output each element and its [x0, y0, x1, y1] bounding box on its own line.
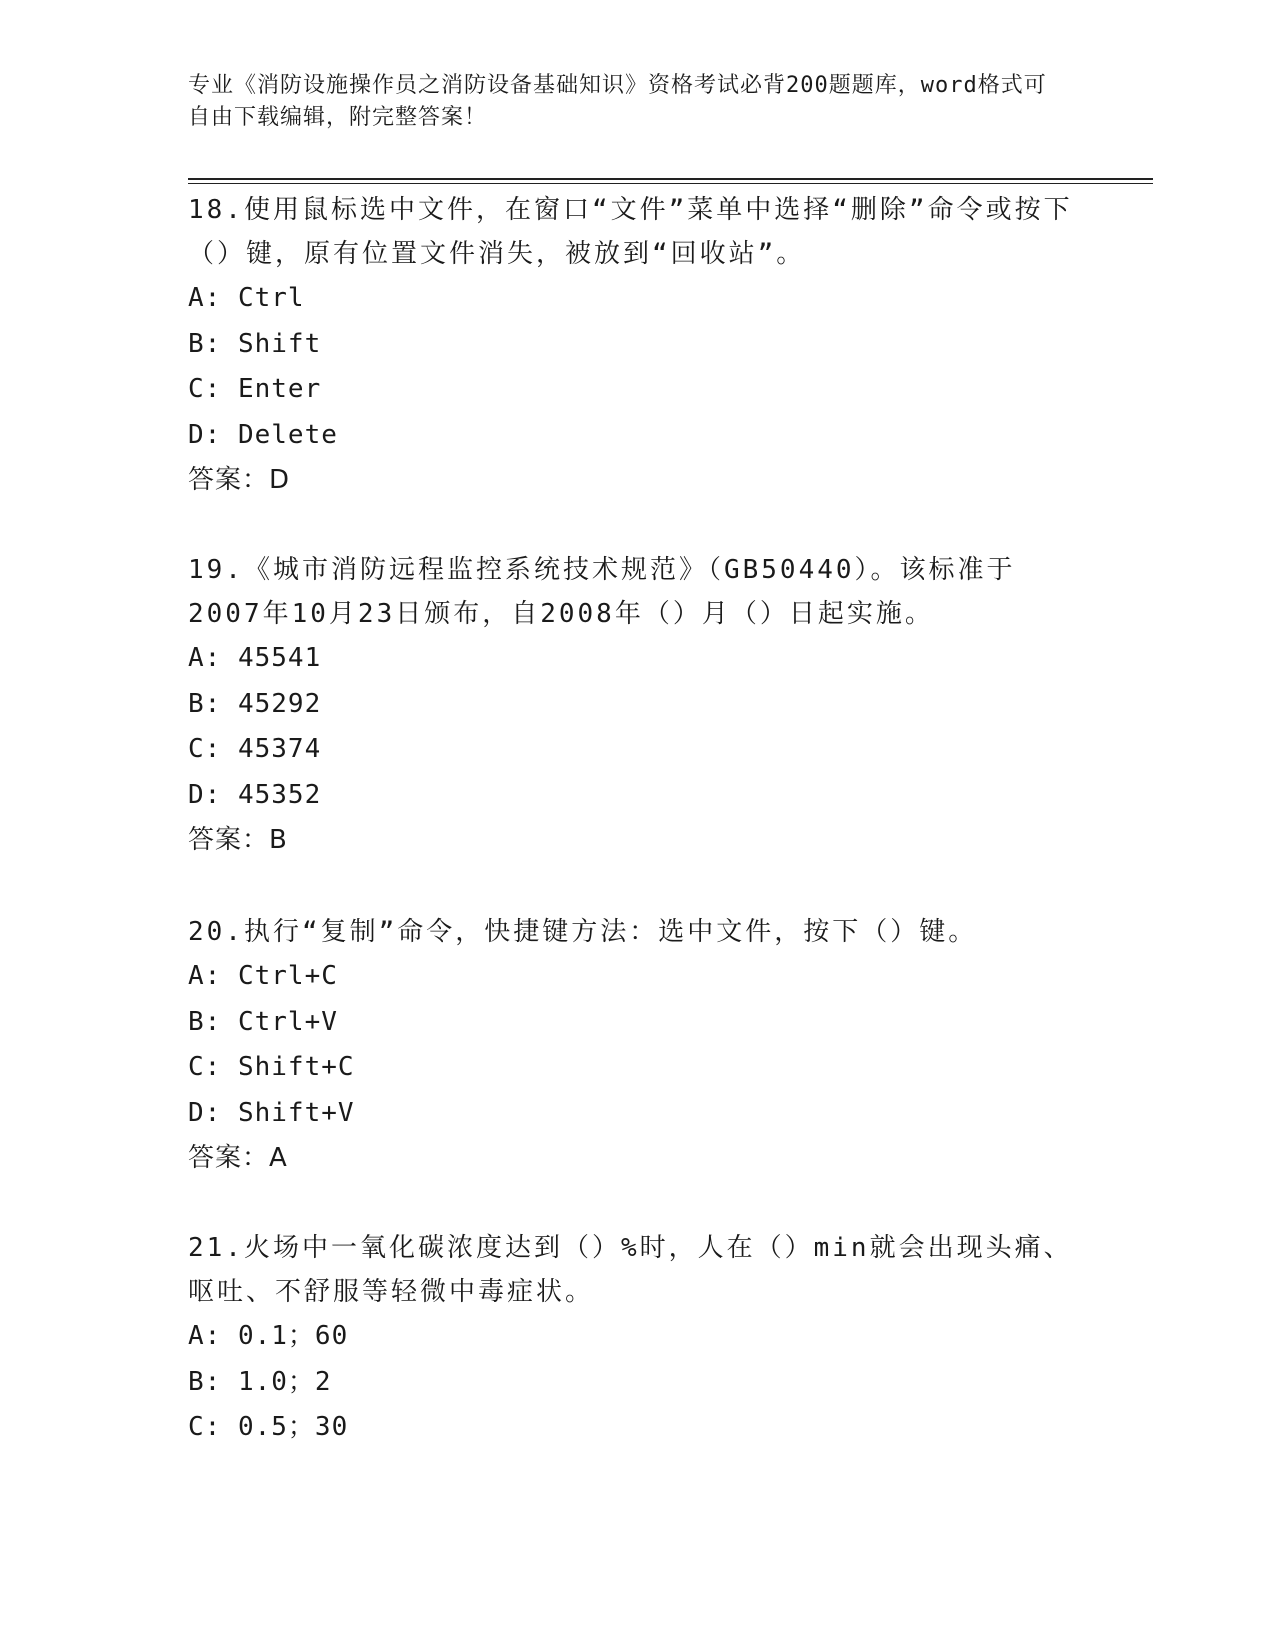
option-a: A: 45541: [188, 643, 322, 673]
header-divider-thin: [188, 183, 1153, 184]
option-a: A: Ctrl+C: [188, 961, 338, 991]
answer: 答案：B: [188, 825, 288, 855]
document-header: 专业《消防设施操作员之消防设备基础知识》资格考试必背200题题库，word格式可自由下载编辑，附完整答案！: [188, 73, 1047, 130]
answer: 答案：A: [188, 1143, 288, 1173]
option-d: D: 45352: [188, 779, 322, 810]
option-a: A: 0.1；60: [188, 1321, 349, 1351]
question-18: [188, 188, 1088, 502]
option-b: B: Shift: [188, 328, 322, 359]
header-divider: [188, 178, 1153, 180]
option-d: D: Delete: [188, 419, 338, 450]
option-c: C: 45374: [188, 734, 322, 764]
question-20: [188, 910, 1088, 1180]
question-text: 19.《城市消防远程监控系统技术规范》（GB50440）。该标准于2007年10月23日颁布，自2008年（）月（）日起实施。: [188, 555, 1016, 629]
option-c: C: Shift+C: [188, 1052, 355, 1082]
option-b: B: 1.0；2: [188, 1366, 332, 1397]
question-text: 20.执行“复制”命令，快捷键方法：选中文件，按下（）键。: [188, 917, 978, 947]
question-text: 18.使用鼠标选中文件，在窗口“文件”菜单中选择“删除”命令或按下（）键，原有位置文件消失，被放到“回收站”。: [188, 195, 1073, 269]
question-21: [188, 1226, 1088, 1451]
question-19: [188, 548, 1088, 862]
question-text: 21.火场中一氧化碳浓度达到（）%时，人在（）min就会出现头痛、呕吐、不舒服等轻微中毒症状。: [188, 1233, 1073, 1307]
option-c: C: 0.5；30: [188, 1412, 349, 1442]
option-c: C: Enter: [188, 374, 322, 404]
answer: 答案：D: [188, 465, 291, 495]
option-b: B: 45292: [188, 688, 322, 719]
option-a: A: Ctrl: [188, 283, 305, 313]
option-b: B: Ctrl+V: [188, 1006, 338, 1037]
option-d: D: Shift+V: [188, 1097, 355, 1128]
